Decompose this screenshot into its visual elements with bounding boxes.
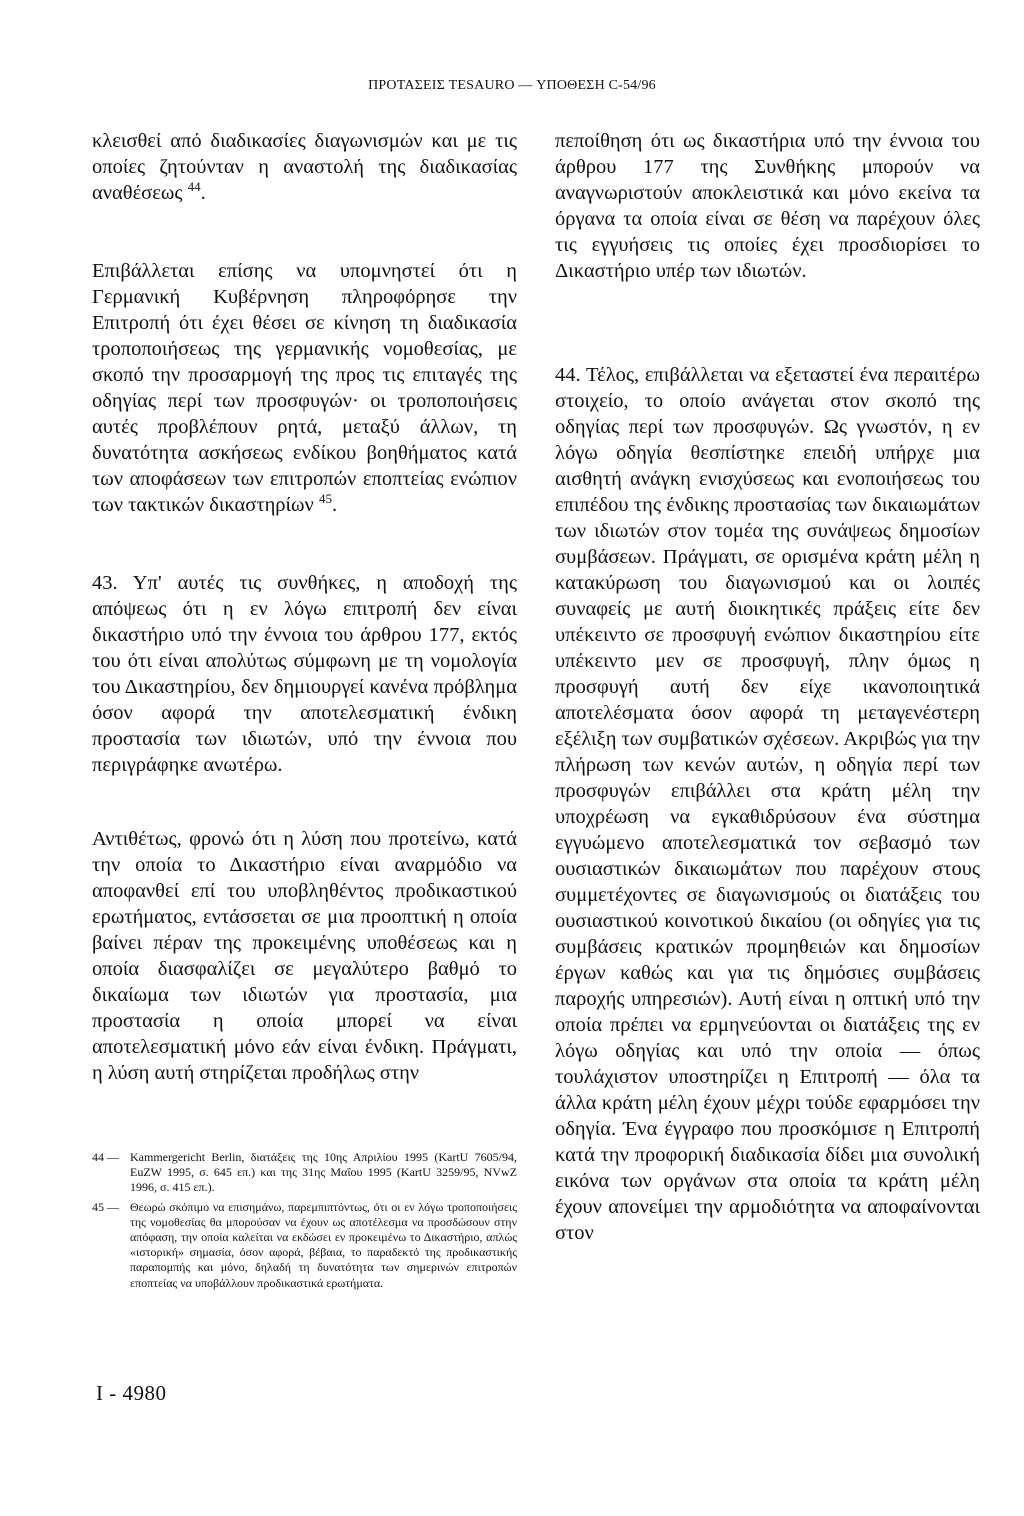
footnote-reference-44[interactable]: 44 — [187, 179, 201, 195]
paragraph-text: κλεισθεί από διαδικασίες διαγωνισμών και με τις οποίες ζητούνταν η αναστολή της διαδικασίας αναθέσεως — [92, 130, 517, 204]
footnote-reference-45[interactable]: 45 — [318, 491, 332, 507]
footnote-45 — [92, 1200, 517, 1291]
paragraph-continuation — [92, 128, 517, 206]
punctuation: . — [200, 182, 206, 204]
running-head: ΠΡΟΤΑΣΕΙΣ TESAURO — ΥΠΟΘΕΣΗ C-54/96 — [368, 78, 656, 93]
paragraph-continuation-right: πεποίθηση ότι ως δικαστήρια υπό την έννοια του άρθρου 177 της Συνθήκης μπορούν να αναγνωριστούν αποκλειστικά και μόνο εκείνα τα όργανα τα οποία είναι σε θέση να παρέχουν όλες τις εγγυήσεις τις οποίες έχει προσδιορίσει το Δικαστήριο υπέρ των ιδιωτών. — [555, 130, 980, 282]
footnote-text: Kammergericht Berlin, διατάξεις της 10ης Απριλίου 1995 (KartU 7605/94, EuZW 1995, σ. 645 επ.) και της 31ης Μαΐου 1995 (KartU 3259/95, NVwZ 1996, σ. 415 επ.). — [130, 1150, 517, 1195]
punctuation: . — [331, 494, 338, 516]
footnote-44 — [92, 1150, 517, 1196]
paragraph-text: Επιβάλλεται επίσης να υπομνηστεί ότι η Γερμανική Κυβέρνηση πληροφόρησε την Επιτροπή ότι έχει θέσει σε κίνηση τη διαδικασία τροποποιήσεως της γερμανικής νομοθεσίας, με σκοπό την προσαρμογή της προς τις επιταγές της οδηγίας περί των προσφυγών· οι τροποποιήσεις αυτές προβλέπουν ρητά, μεταξύ άλλων, τη δυνατότητα ασκήσεως ενδίκου βοηθήματος κατά των αποφάσεων των επιτροπών εποπτείας ενώπιον των τακτικών δικαστηρίων — [92, 260, 517, 516]
footnote-number: 45 — — [92, 1199, 119, 1214]
page-number: I - 4980 — [96, 1381, 167, 1405]
paragraph-contrary: Αντιθέτως, φρονώ ότι η λύση που προτείνω, κατά την οποία το Δικαστήριο είναι αναρμόδιο να αποφανθεί επί του υποβληθέντος προδικαστικού ερωτήματος, εντάσσεται σε μια προοπτική η οποία βαίνει πέραν της προκειμένης υποθέσεως και η οποία διασφαλίζει σε μεγαλύτερο βαθμό το δικαίωμα των ιδιωτών για προστασία, μια προστασία η οποία μπορεί να είναι αποτελεσματική μόνο εάν είναι ένδικη. Πράγματι, η λύση αυτή στηρίζεται προδήλως στην — [92, 828, 517, 1084]
paragraph-44: 44. Τέλος, επιβάλλεται να εξεταστεί ένα περαιτέρω στοιχείο, το οποίο ανάγεται στον σκοπό της οδηγίας περί των προσφυγών. Ως γνωστόν, η εν λόγω οδηγία θεσπίστηκε επειδή υπήρχε μια αισθητή ανάγκη ενισχύσεως και ενοποιήσεως του επιπέδου της ένδικης προστασίας των δικαιωμάτων των ιδιωτών στον τομέα της συνάψεως δημοσίων συμβάσεων. Πράγματι, σε ορισμένα κράτη μέλη η κατακύρωση του διαγωνισμού και οι λοιπές συναφείς με αυτή διοικητικές πράξεις είτε δεν υπέκειντο σε προσφυγή ενώπιον δικαστηρίου είτε υπέκειντο μεν σε προσφυγή, πλην όμως η προσφυγή αυτή δεν είχε ικανοποιητικά αποτελέσματα όσον αφορά τη μεταγενέστερη εξέλιξη των συμβατικών σχέσεων. Ακριβώς για την πλήρωση των κενών αυτών, η οδηγία περί των προσφυγών επιβάλλει στα κράτη μέλη την υποχρέωση να εγκαθιδρύσουν ένα σύστημα εγγυώμενο αποτελεσματικά τον σεβασμό των ουσιαστικών δικαιωμάτων που παρέχουν στους συμμετέχοντες σε διαγωνισμούς οι διατάξεις του ουσιαστικού κοινοτικού δικαίου (οι οδηγίες για τις συμβάσεις κρατικών προμηθειών και δημοσίων έργων καθώς και για τις δημόσιες συμβάσεις παροχής υπηρεσιών). Αυτή είναι η οπτική υπό την οποία πρέπει να ερμηνεύονται οι διατάξεις της εν λόγω οδηγίας και υπό την οποία — όπως τουλάχιστον υποστηρίζει η Επιτροπή — όλα τα άλλα κράτη μέλη έχουν μέχρι τούδε εφαρμόσει την οδηγία. Ένα έγγραφο που προσκόμισε η Επιτροπή κατά την προφορική διαδικασία δίδει μια συνολική εικόνα των οργάνων στα οποία τα κράτη μέλη έχουν απονείμει την αρμοδιότητα να αποφαίνονται στον — [555, 364, 980, 1244]
left-column — [92, 128, 517, 1086]
footnote-text: Θεωρώ σκόπιμο να επισημάνω, παρεμπιπτόντως, ότι οι εν λόγω τροποποιήσεις της νομοθεσίας θα μπορούσαν να έχουν ως αποτέλεσμα να προσδώσουν στην απόφαση, την οποία καλείται να εκδώσει εν προκειμένω το Δικαστήριο, απλώς «ιστορική» σημασία, όσον αφορά, βέβαια, το παραδεκτό της προδικαστικής παραπομπής και μόνο, δηλαδή τη δυνατότητα των σημερινών επιτροπών εποπτείας να υποβάλλουν προδικαστικά ερωτήματα. — [130, 1199, 517, 1290]
right-column — [555, 128, 980, 1246]
footnote-number: 44 — — [92, 1150, 119, 1164]
footnotes — [92, 1150, 517, 1295]
paragraph-43: 43. Υπ' αυτές τις συνθήκες, η αποδοχή της απόψεως ότι η εν λόγω επιτροπή δεν είναι δικαστήριο υπό την έννοια του άρθρου 177, εκτός του ότι είναι απολύτως σύμφωνη με τη νομολογία του Δικαστηρίου, δεν δημιουργεί κανένα πρόβλημα όσον αφορά την αποτελεσματική ένδικη προστασία των ιδιωτών, υπό την έννοια που περιγράφηκε ανωτέρω. — [92, 572, 517, 776]
paragraph-german-government — [92, 258, 517, 518]
